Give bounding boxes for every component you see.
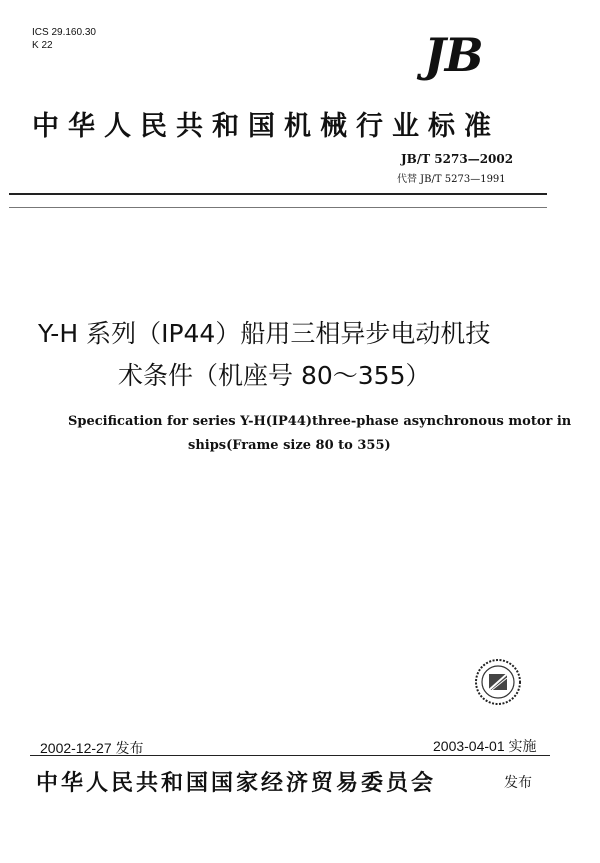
replaces-standard: 代替 JB/T 5273—1991 [397,174,506,185]
title-chinese-line-1: Y-H 系列（IP44）船用三相异步电动机技 [38,319,491,348]
standard-category-title: 中华人民共和国机械行业标准 [32,111,500,142]
standard-number: JB/T 5273—2002 [401,152,514,166]
header-rule [9,193,547,195]
issue-date: 2002-12-27 发布 [40,740,144,756]
title-english-line-1: Specification for series Y-H(IP44)three-phase asynchronous motor in [68,414,572,429]
class-code: K 22 [32,40,53,51]
publish-label: 发布 [504,775,532,791]
classification-codes [32,26,96,52]
title-chinese-line-2: 术条件（机座号 80～355） [118,361,431,390]
footer-rule [30,755,550,756]
header-rule-thin [9,207,547,208]
jb-logo: JB [424,28,483,82]
title-english-line-2: ships(Frame size 80 to 355) [188,438,391,453]
ics-code: ICS 29.160.30 [32,27,96,38]
seal-emblem-icon [474,658,522,706]
implementation-date: 2003-04-01 实施 [433,738,537,754]
publisher-name: 中华人民共和国国家经济贸易委员会 [36,771,437,796]
